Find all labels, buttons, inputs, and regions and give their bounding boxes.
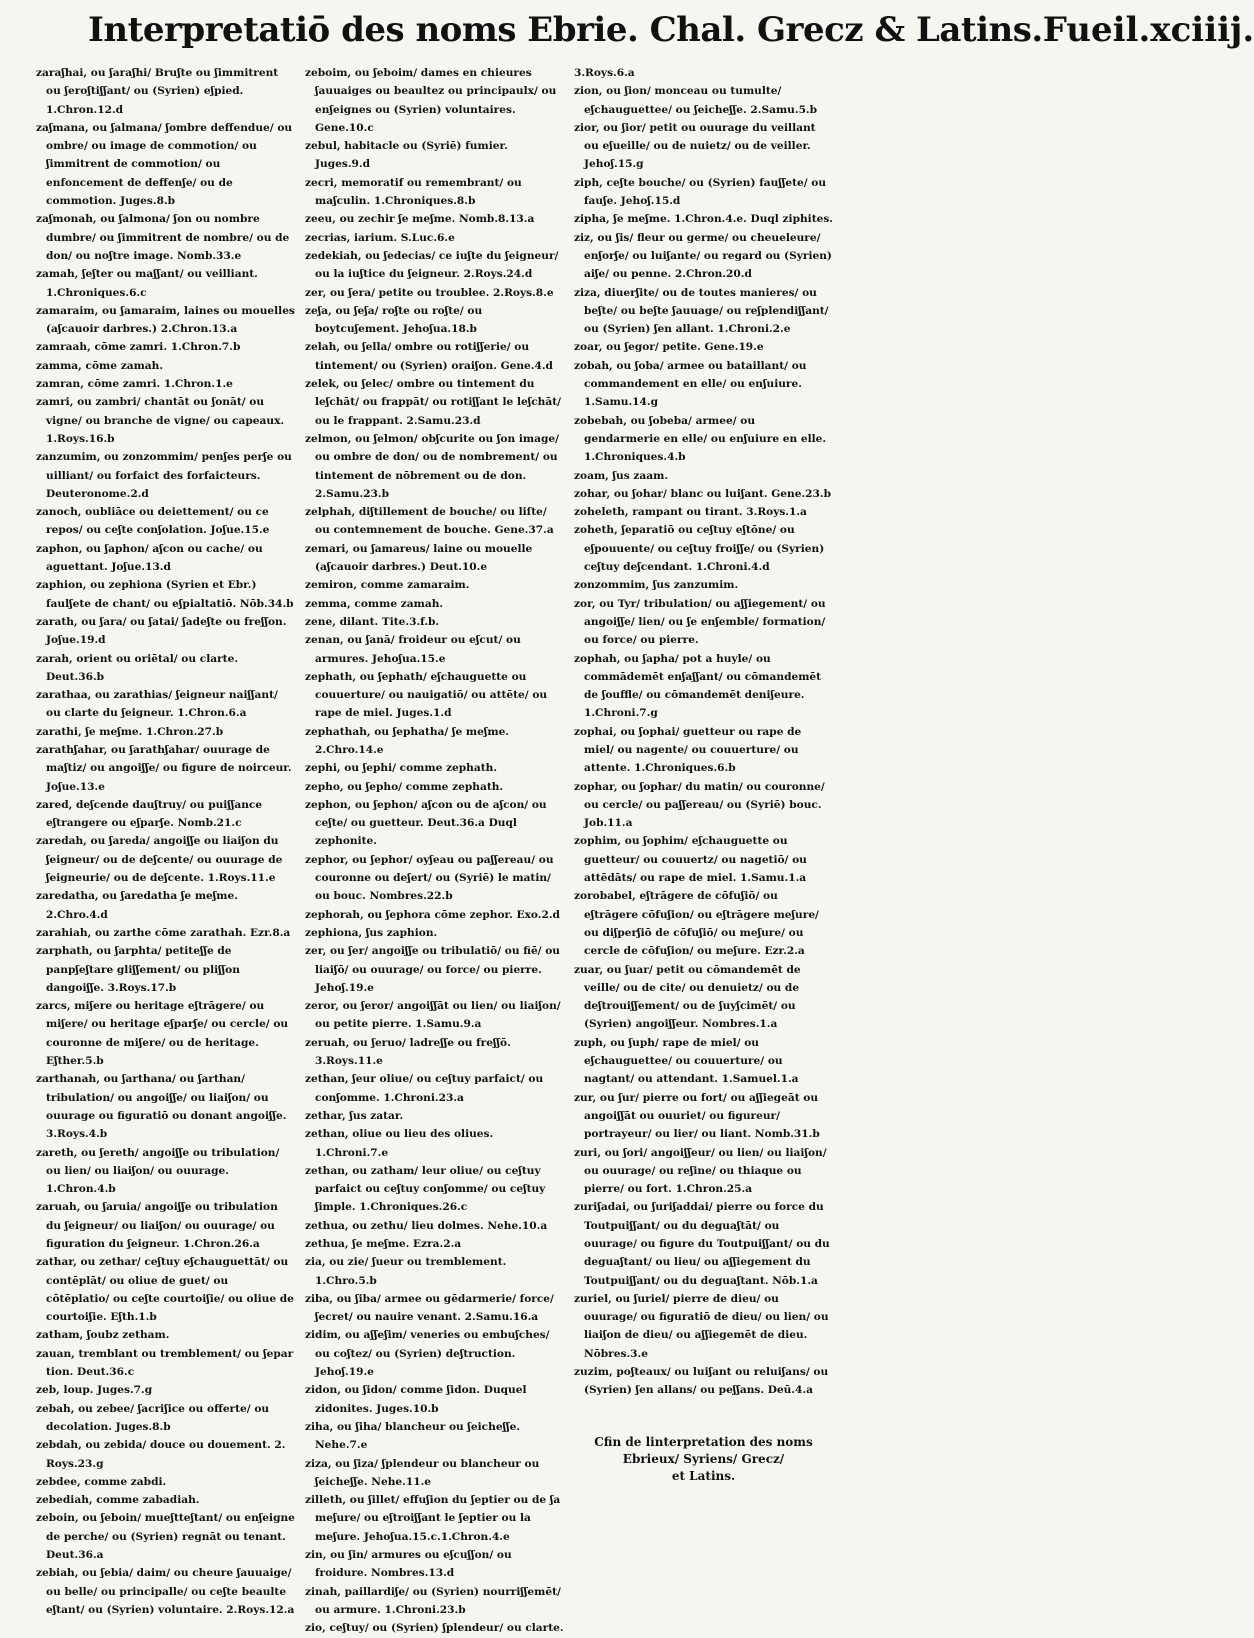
glossary-entry: zarathʃahar, ou ʃarathʃahar/ ouurage de maʃtiz/ ou angoiʃʃe/ ou figure de noirceur. Joʃue.13.e bbox=[36, 743, 292, 793]
glossary-entry: zedekiah, ou ʃedecias/ ce iuʃte du ʃeigneur/ ou la iuʃtice du ʃeigneur. 2.Roys.24.d bbox=[305, 249, 559, 281]
glossary-entry: zipha, ʃe meʃme. 1.Chron.4.e. Duql ziphites. bbox=[574, 213, 833, 226]
glossary-entry: ziza, ou ʃiza/ ʃplendeur ou blancheur ou ʃeicheʃʃe. Nehe.11.e bbox=[305, 1457, 540, 1488]
text-columns bbox=[36, 64, 837, 1638]
glossary-entry: zebiah, ou ʃebia/ daim/ ou cheure ʃauuaige/ ou belle/ ou principalle/ ou ceʃte beaulte eʃtant/ ou (Syrien) voluntaire. 2.Roys.12.a bbox=[36, 1567, 295, 1616]
glossary-entry: zarthanah, ou ʃarthana/ ou ʃarthan/ tribulation/ ou angoiʃʃe/ ou liaiʃon/ ou ouurage ou figuratiō ou donant angoiʃʃe. 3.Roys.4.b bbox=[36, 1073, 287, 1141]
glossary-entry: zor, ou Tyr/ tribulation/ ou aʃʃiegement/ ou angoiʃʃe/ lien/ ou ʃe enʃemble/ formation/ ou force/ ou pierre. bbox=[574, 597, 826, 647]
glossary-entry: zemma, comme zamah. bbox=[305, 597, 444, 610]
glossary-entry: zorobabel, eʃtrāgere de cōfuʃiō/ ou eʃtrāgere cōfuʃion/ ou eʃtrāgere meʃure/ ou diʃperʃiō de cōfuʃiō/ ou meʃure/ ou cercle de cōfuʃion/ ou meʃure. Ezr.2.a bbox=[574, 890, 819, 958]
glossary-entry: zamah, ʃeʃter ou maʃʃant/ ou veilliant. 1.Chroniques.6.c bbox=[36, 268, 258, 299]
glossary-entry: zeʃa, ou ʃeʃa/ roʃte ou roʃte/ ou boytcuʃement. Jehoʃua.18.b bbox=[305, 304, 483, 336]
glossary-entry: zephathah, ou ʃephatha/ ʃe meʃme. 2.Chro.14.e bbox=[305, 725, 509, 756]
glossary-entry: zilleth, ou ʃillet/ effuʃion du ʃeptier ou de ʃa meʃure/ ou eʃtroiʃʃant le ʃeptier ou la meʃure. Jehoʃua.15.c.1.Chron.4.e bbox=[305, 1494, 561, 1543]
glossary-entry: zaraʃhai, ou ʃaraʃhi/ Bruʃte ou ʃimmitrent ou ʃeroʃtiʃʃant/ ou (Syrien) eʃpied. 1.Chron.12.d bbox=[36, 67, 279, 116]
glossary-entry: zebdah, ou zebida/ douce ou douement. 2. Roys.23.g bbox=[36, 1439, 286, 1470]
glossary-entry: zeror, ou ʃeror/ angoiʃʃāt ou lien/ ou liaiʃon/ ou petite pierre. 1.Samu.9.a bbox=[305, 1000, 561, 1031]
glossary-entry: zarcs, miʃere ou heritage eʃtrāgere/ ou miʃere/ ou heritage eʃparʃe/ ou cercle/ ou couronne de miʃere/ ou de heritage. Eʃther.5.b bbox=[36, 1000, 289, 1068]
column-right bbox=[574, 64, 833, 1638]
glossary-entry: zelmon, ou ʃelmon/ obʃcurite ou ʃon image/ ou ombre de don/ ou de nombrement/ ou tintement de nōbrement ou de don. 2.Samu.23.b bbox=[305, 432, 559, 500]
glossary-entry: zephiona, ʃus zaphion. bbox=[305, 926, 438, 939]
glossary-entry: zephorah, ou ʃephora cōme zephor. Exo.2.d bbox=[305, 908, 560, 921]
glossary-entry: zidim, ou aʃʃeʃim/ veneries ou embuʃches/ ou coʃtez/ ou (Syrien) deʃtruction. Jehoʃ.19.e bbox=[305, 1329, 550, 1379]
glossary-entry: zecrias, iarium. S.Luc.6.e bbox=[305, 231, 455, 244]
glossary-entry: zene, dilant. Tite.3.f.b. bbox=[305, 615, 440, 628]
glossary-entry: zaruah, ou ʃaruia/ angoiʃʃe ou tribulation du ʃeigneur/ ou liaiʃon/ ou ouurage/ ou figuration du ʃeigneur. 1.Chron.26.a bbox=[36, 1201, 278, 1250]
glossary-entry: zaredatha, ou ʃaredatha ʃe meʃme. 2.Chro.4.d bbox=[36, 890, 238, 921]
glossary-entry: zephath, ou ʃephath/ eʃchauguette ou couuerture/ ou nauigatiō/ ou attēte/ ou rape de miel. Juges.1.d bbox=[305, 670, 548, 720]
glossary-entry: zarath, ou ʃara/ ou ʃatai/ ʃadeʃte ou freʃʃon. Joʃue.19.d bbox=[36, 615, 287, 647]
glossary-entry: zarahiah, ou zarthe cōme zarathah. Ezr.8.a bbox=[36, 926, 291, 939]
glossary-entry: zelphah, diʃtillement de bouche/ ou liſte/ ou contemnement de bouche. Gene.37.a bbox=[305, 506, 554, 537]
glossary-entry: zoam, ʃus zaam. bbox=[574, 469, 669, 482]
glossary-entry: zephon, ou ʃephon/ aʃcon ou de aʃcon/ ou ceʃte/ ou guetteur. Deut.36.a Duql zephonite. bbox=[305, 798, 547, 848]
glossary-entry: zuriʃadai, ou ʃuriʃaddai/ pierre ou force du Toutpuiʃʃant/ ou du deguaʃtāt/ ou ouurage/ ou figure du Toutpuiʃʃant/ ou du deguaʃtant/ ou lieu/ ou aʃʃiegement du Toutpuiʃʃant/ ou du deguaʃtant. Nōb.1.a bbox=[574, 1201, 830, 1287]
glossary-entry: zeruah, ou ʃeruo/ ladreʃʃe ou freʃʃō. 3.Roys.11.e bbox=[305, 1036, 511, 1068]
glossary-entry: zarathi, ʃe meʃme. 1.Chron.27.b bbox=[36, 725, 224, 738]
glossary-entry: zophai, ou ʃophai/ guetteur ou rape de miel/ ou nagente/ ou couuerture/ ou attente. 1.Chroniques.6.b bbox=[574, 725, 802, 775]
glossary-entry: zer, ou ʃera/ petite ou troublee. 2.Roys.8.e bbox=[305, 286, 554, 299]
glossary-entry: zidon, ou ʃidon/ comme ʃidon. Duquel zidonites. Juges.10.b bbox=[305, 1384, 527, 1415]
glossary-entry: zelek, ou ʃelec/ ombre ou tintement du leʃchāt/ ou frappāt/ ou rotiʃʃant le leʃchāt/ ou le frappant. 2.Samu.23.d bbox=[305, 378, 562, 427]
glossary-entry: zonzommim, ʃus zanzumim. bbox=[574, 579, 739, 592]
glossary-entry: zamran, cōme zamri. 1.Chron.1.e bbox=[36, 378, 233, 391]
glossary-entry: zethan, ʃeur oliue/ ou ceʃtuy parfaict/ ou conʃomme. 1.Chroni.23.a bbox=[305, 1073, 544, 1104]
glossary-entry: zaphion, ou zephiona (Syrien et Ebr.) faulʃete de chant/ ou eʃpialtatiō. Nōb.34.b bbox=[36, 579, 294, 610]
glossary-entry: zebah, ou zebee/ ʃacriʃice ou offerte/ ou decolation. Juges.8.b bbox=[36, 1402, 270, 1433]
page-header bbox=[36, 10, 1254, 62]
glossary-entry: zophim, ou ʃophim/ eʃchauguette ou guetteur/ ou couuertz/ ou nagetiō/ ou attēdāts/ ou rape de miel. 1.Samu.1.a bbox=[574, 835, 807, 885]
glossary-entry: zenan, ou ʃanā/ froideur ou eʃcut/ ou armures. Jehoʃua.15.e bbox=[305, 634, 521, 665]
glossary-entry: zuph, ou ʃuph/ rape de miel/ ou eʃchauguettee/ ou couuerture/ ou nagtant/ ou attendant. 1.Samuel.1.a bbox=[574, 1036, 799, 1086]
glossary-entry: zior, ou ʃior/ petit ou ouurage du veillant ou eʃueille/ ou de nuietz/ ou de veiller. Jehoʃ.15.g bbox=[574, 121, 816, 171]
column-left bbox=[36, 64, 295, 1638]
glossary-entry: zecri, memoratif ou remembrant/ ou maʃculin. 1.Chroniques.8.b bbox=[305, 176, 522, 208]
glossary-entry: zamri, ou zambri/ chantāt ou ʃonāt/ ou vigne/ ou branche de vigne/ ou capeaux. 1.Roys.16.b bbox=[36, 396, 285, 445]
glossary-entry: zobebah, ou ʃobeba/ armee/ ou gendarmerie en elle/ ou enʃuiure en elle. 1.Chroniques.4.b bbox=[574, 414, 827, 464]
glossary-entry: zion, ou ʃion/ monceau ou tumulte/ eʃchauguettee/ ou ʃeicheʃʃe. 2.Samu.5.b bbox=[574, 85, 818, 116]
glossary-entry: ziz, ou ʃis/ fleur ou germe/ ou cheueleure/ enʃorʃe/ ou luiʃante/ ou regard ou (Syrien) aiʃe/ ou penne. 2.Chron.20.d bbox=[574, 231, 832, 281]
glossary-entry: zur, ou ʃur/ pierre ou fort/ ou aʃʃiegeāt ou angoiʃʃāt ou ouuriet/ ou figureur/ portrayeur/ ou lier/ ou liant. Nomb.31.b bbox=[574, 1091, 820, 1141]
glossary-entry: zanoch, oubliāce ou deiettement/ ou ce repos/ ou ceʃte conʃolation. Joʃue.15.e bbox=[36, 506, 270, 537]
glossary-entry: zeboin, ou ʃeboin/ mueʃtteʃtant/ ou enʃeigne de perche/ ou (Syrien) regnāt ou tenant. Deut.36.a bbox=[36, 1512, 295, 1562]
glossary-entry: zaphon, ou ʃaphon/ aʃcon ou cache/ ou aguettant. Joʃue.13.d bbox=[36, 542, 263, 574]
glossary-entry: zohar, ou ʃohar/ blanc ou luiʃant. Gene.23.b bbox=[574, 487, 832, 500]
glossary-entry: zanzumim, ou zonzommim/ penʃes perʃe ou uilliant/ ou forfaict des forfaicteurs. Deuteronome.2.d bbox=[36, 451, 292, 500]
glossary-entry: zepho, ou ʃepho/ comme zephath. bbox=[305, 780, 504, 793]
glossary-entry: zuar, ou ʃuar/ petit ou cōmandemēt de veille/ ou de cite/ ou denuietz/ ou de deʃtrouiʃʃement/ ou de ʃuyʃcimēt/ ou (Syrien) angoiʃʃeur. Nombres.1.a bbox=[574, 963, 801, 1031]
glossary-entry: zeboim, ou ʃeboim/ dames en chieures ʃauuaiges ou beaultez ou principaulx/ ou enʃeignes ou (Syrien) voluntaires. Gene.10.c bbox=[305, 67, 557, 134]
glossary-entry: zamaraim, ou ʃamaraim, laines ou mouelles (aʃcauoir darbres.) 2.Chron.13.a bbox=[36, 304, 295, 336]
glossary-entry: zethua, ʃe meʃme. Ezra.2.a bbox=[305, 1238, 462, 1250]
folio-number: Fueil.xciiij. bbox=[1042, 10, 1254, 50]
glossary-entry: zeb, loup. Juges.7.g bbox=[36, 1384, 153, 1397]
glossary-entry: zobah, ou ʃoba/ armee ou bataillant/ ou commandement en elle/ ou enʃuiure. 1.Samu.14.g bbox=[574, 359, 807, 409]
column-right-entries bbox=[574, 64, 833, 1400]
glossary-entry: zamraah, cōme zamri. 1.Chron.7.b bbox=[36, 341, 241, 354]
glossary-entry: zatham, ʃoubz zetham. bbox=[36, 1329, 170, 1342]
glossary-entry: zathar, ou zethar/ ceʃtuy eʃchauguettāt/ ou contēplāt/ ou oliue de guet/ ou cōtēplatio/ ou ceʃte courtoiʃie/ ou oliue de courtoiʃie. Eʃth.1.b bbox=[36, 1256, 294, 1324]
glossary-entry: zebediah, comme zabadiah. bbox=[36, 1494, 200, 1507]
glossary-entry: zio, ceʃtuy/ ou (Syrien) ʃplendeur/ ou clarte. bbox=[305, 1622, 564, 1635]
glossary-entry: zamma, cōme zamah. bbox=[36, 359, 164, 372]
glossary-entry: zaʃmonah, ou ʃalmona/ ʃon ou nombre dumbre/ ou ʃimmitrent de nombre/ ou de don/ ou noʃtre image. Nomb.33.e bbox=[36, 213, 290, 262]
glossary-entry: ziba, ou ʃiba/ armee ou gēdarmerie/ force/ ʃecret/ ou nauire venant. 2.Samu.16.a bbox=[305, 1292, 554, 1324]
colophon bbox=[574, 1434, 833, 1485]
glossary-entry: zebul, habitacle ou (Syriē) fumier. Juges.9.d bbox=[305, 140, 508, 171]
glossary-entry: zia, ou zie/ ʃueur ou tremblement. 1.Chro.5.b bbox=[305, 1256, 507, 1287]
glossary-entry: zelah, ou ʃella/ ombre ou rotiʃʃerie/ ou tintement/ ou (Syrien) oraiʃon. Gene.4.d bbox=[305, 341, 553, 372]
glossary-entry: zuzim, poʃteaux/ ou luiʃant ou reluiʃans/ ou (Syrien) ʃen allans/ ou peʃʃans. Deū.4.a bbox=[574, 1366, 829, 1397]
glossary-entry: zarah, orient ou oriētal/ ou clarte. Deut.36.b bbox=[36, 652, 239, 683]
glossary-entry: zaʃmana, ou ʃalmana/ ʃombre deffendue/ ou ombre/ ou image de commotion/ ou ʃimmitrent de commotion/ ou enfoncement de deffenʃe/ ou de commotion. Juges.8.b bbox=[36, 121, 293, 208]
glossary-entry: ziha, ou ʃiha/ blancheur ou ʃeicheʃʃe. Nehe.7.e bbox=[305, 1420, 521, 1452]
glossary-entry: zophar, ou ʃophar/ du matin/ ou couronne/ ou cercle/ ou paʃʃereau/ ou (Syriē) bouc. Job.11.a bbox=[574, 780, 825, 830]
glossary-entry: zuri, ou ʃori/ angoiʃʃeur/ ou lien/ ou liaiʃon/ ou ouurage/ ou reʃine/ ou thiaque ou pierre/ ou fort. 1.Chron.25.a bbox=[574, 1146, 827, 1196]
glossary-entry: zethua, ou zethu/ lieu dolmes. Nehe.10.a bbox=[305, 1219, 548, 1232]
glossary-entry: zemiron, comme zamaraim. bbox=[305, 579, 470, 592]
glossary-entry: zebdee, comme zabdi. bbox=[36, 1475, 167, 1488]
glossary-entry: zuriel, ou ʃuriel/ pierre de dieu/ ou ouurage/ ou figuratiō de dieu/ ou lien/ ou liaiʃon de dieu/ ou aʃʃiegemēt de dieu. Nōbres.3.e bbox=[574, 1292, 829, 1360]
glossary-entry: zethan, oliue ou lieu des oliues. 1.Chroni.7.e bbox=[305, 1128, 494, 1159]
glossary-entry: zoheleth, rampant ou tirant. 3.Roys.1.a bbox=[574, 506, 807, 519]
glossary-entry: zareth, ou ʃereth/ angoiʃʃe ou tribulation/ ou lien/ ou liaiʃon/ ou ouurage. 1.Chron.4.b bbox=[36, 1146, 280, 1196]
glossary-entry: zoar, ou ʃegor/ petite. Gene.19.e bbox=[574, 341, 764, 354]
glossary-entry: zethan, ou zatham/ leur oliue/ ou ceʃtuy parfaict ou ceʃtuy conʃomme/ ou ceʃtuy ʃimple. 1.Chroniques.26.c bbox=[305, 1164, 546, 1214]
page-title: Interpretatiō des noms Ebrie. Chal. Grecz & Latins. bbox=[88, 10, 1043, 50]
glossary-entry: zethar, ʃus zatar. bbox=[305, 1109, 404, 1122]
glossary-entry: zared, deʃcende dauʃtruy/ ou puiʃʃance eʃtrangere ou eʃparʃe. Nomb.21.c bbox=[36, 798, 263, 830]
glossary-entry: zin, ou ʃin/ armures ou eʃcuʃʃon/ ou froidure. Nombres.13.d bbox=[305, 1549, 512, 1580]
glossary-entry: zoheth, ʃeparatiō ou ceʃtuy eʃtōne/ ou eʃpouuente/ ou ceʃtuy froiʃʃe/ ou (Syrien) ceʃtuy deʃcendant. 1.Chroni.4.d bbox=[574, 524, 825, 574]
glossary-entry: zophah, ou ʃapha/ pot a huyle/ ou commādemēt enʃaʃʃant/ ou cōmandemēt de ʃouffle/ ou cōmandemēt deniʃeure. 1.Chroni.7.g bbox=[574, 652, 822, 720]
glossary-entry: ziph, ceʃte bouche/ ou (Syrien) fauʃʃete/ ou fauʃe. Jehoʃ.15.d bbox=[574, 176, 827, 208]
colophon-line-2: Ebrieux/ Syriens/ Grecz/ bbox=[622, 1451, 785, 1466]
colophon-line-1: Cfin de linterpretation des noms bbox=[594, 1434, 813, 1449]
glossary-entry: zinah, paillardiʃe/ ou (Syrien) nourriʃʃemēt/ ou armure. 1.Chroni.23.b bbox=[305, 1585, 561, 1616]
colophon-line-3: et Latins. bbox=[671, 1468, 736, 1483]
column-middle bbox=[305, 64, 564, 1638]
glossary-entry: zarathaa, ou zarathias/ ʃeigneur naiʃʃant/ ou clarte du ʃeigneur. 1.Chron.6.a bbox=[36, 689, 278, 720]
glossary-entry: zephi, ou ʃephi/ comme zephath. bbox=[305, 762, 498, 775]
glossary-entry: zaredah, ou ʃareda/ angoiʃʃe ou liaiʃon du ʃeigneur/ ou de deʃcente/ ou ouurage de ʃeigneurie/ ou de deʃcente. 1.Roys.11.e bbox=[36, 835, 283, 885]
glossary-entry: zephor, ou ʃephor/ oyʃeau ou paʃʃereau/ ou couronne ou deʃert/ ou (Syriē) le matin/ ou bouc. Nombres.22.b bbox=[305, 853, 554, 903]
glossary-entry: zemari, ou ʃamareus/ laine ou mouelle (aʃcauoir darbres.) Deut.10.e bbox=[305, 542, 533, 574]
glossary-entry: zer, ou ʃer/ angoiʃʃe ou tribulatiō/ ou fiē/ ou liaiʃō/ ou ouurage/ ou force/ ou pierre. Jehoʃ.19.e bbox=[305, 945, 561, 994]
glossary-entry: ziza, diuerʃite/ ou de toutes manieres/ ou beʃte/ ou beʃte ʃauuage/ ou reʃplendiʃʃant/ ou (Syrien) ʃen allant. 1.Chroni.2.e bbox=[574, 286, 829, 336]
glossary-entry: zeeu, ou zechir ʃe meʃme. Nomb.8.13.a bbox=[305, 213, 535, 226]
glossary-entry: zarphath, ou ʃarphta/ petiteʃʃe de panpʃeʃtare gliʃʃement/ ou pliʃʃon dangoiʃʃe. 3.Roys.17.b bbox=[36, 945, 240, 994]
glossary-entry: zauan, tremblant ou tremblement/ ou ʃepar tion. Deut.36.c bbox=[36, 1347, 294, 1379]
glossary-entry: 3.Roys.6.a bbox=[574, 67, 635, 79]
